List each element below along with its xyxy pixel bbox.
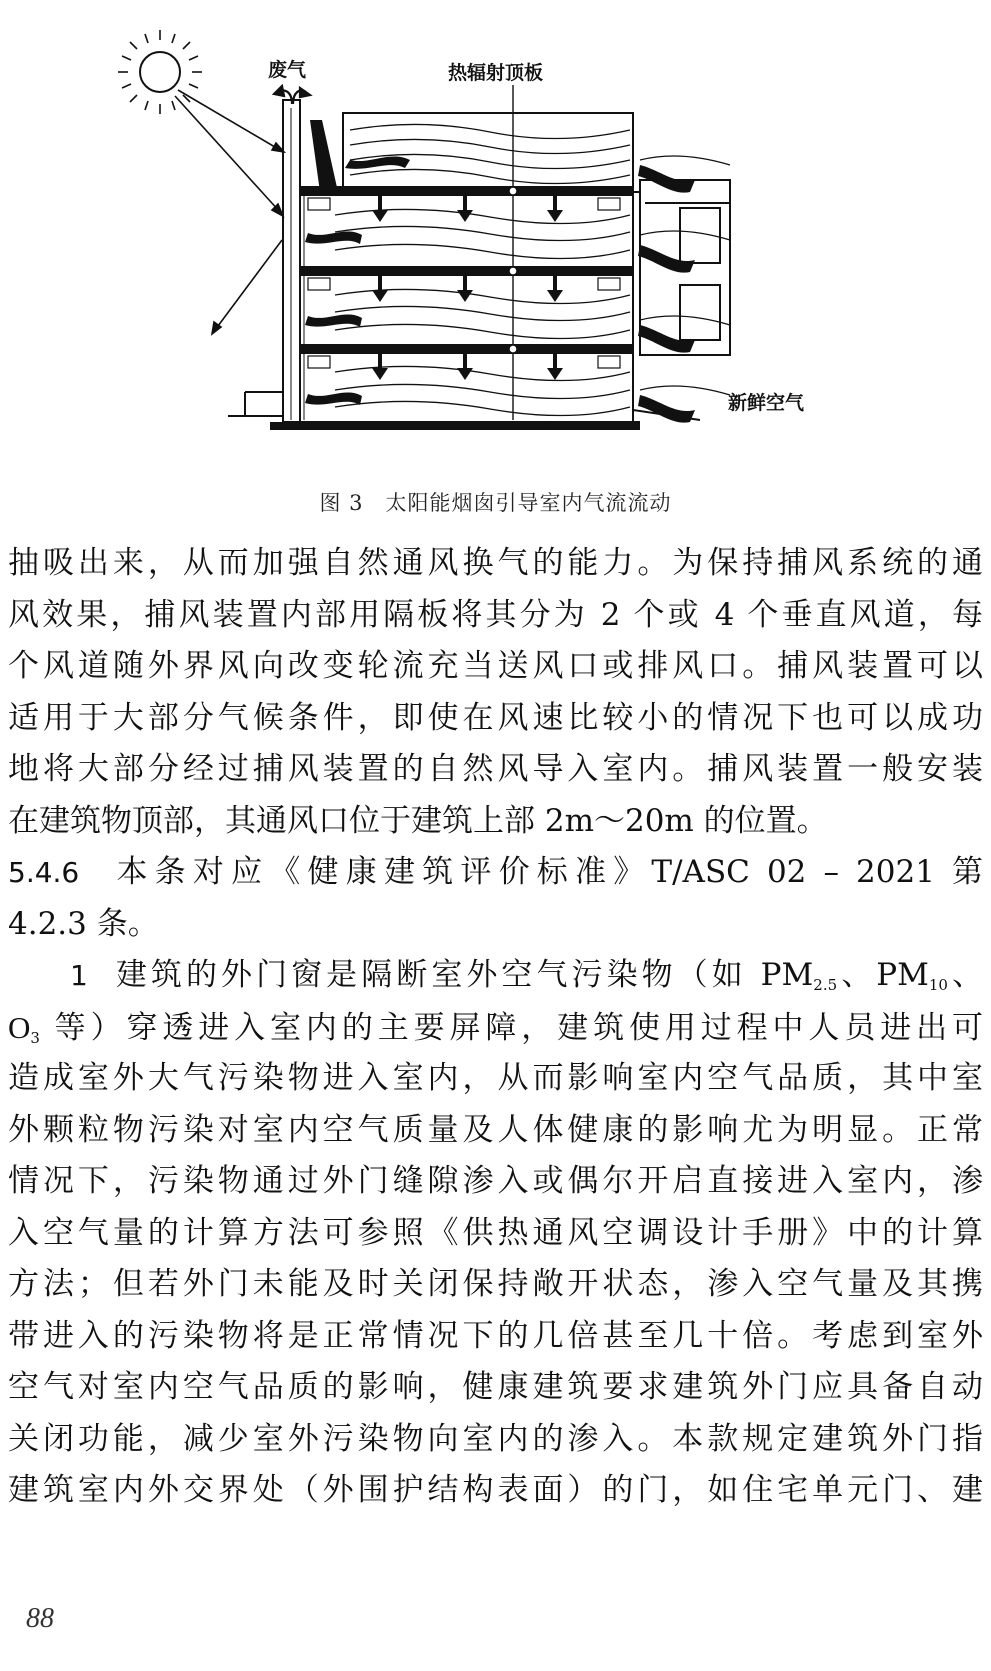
- label-fresh-air: 新鲜空气: [728, 392, 805, 414]
- text-line: 入空气量的计算方法可参照《供热通风空调设计手册》中的计算: [8, 1214, 983, 1251]
- sun-icon: [118, 30, 202, 114]
- section-heading: [8, 847, 983, 899]
- text-line: 建筑室内外交界处（外围护结构表面）的门，如住宅单元门、建: [8, 1472, 983, 1508]
- label-heat-radiant-roof: 热辐射顶板: [448, 62, 544, 84]
- label-exhaust: 废气: [268, 59, 307, 81]
- caption-title: 太阳能烟囱引导室内气流流动: [385, 491, 672, 515]
- text-line: 外颗粒物污染对室内空气质量及人体健康的影响尤为明显。正常: [8, 1111, 983, 1148]
- text-line: 抽吸出来，从而加强自然通风换气的能力。为保持捕风系统的通: [8, 545, 983, 581]
- figure-solar-chimney: [0, 0, 991, 470]
- text-line: 情况下，污染物通过外门缝隙渗入或偶尔开启直接进入室内，渗: [8, 1163, 983, 1199]
- item-number: 1: [70, 959, 88, 992]
- text-line: 风效果，捕风装置内部用隔板将其分为 2 个或 4 个垂直风道，每: [8, 596, 983, 633]
- page-number: 88: [26, 1603, 54, 1634]
- text-line: 在建筑物顶部，其通风口位于建筑上部 2m～20m 的位置。: [8, 802, 828, 839]
- text-line: 地将大部分经过捕风装置的自然风导入室内。捕风装置一般安装: [8, 751, 983, 787]
- section-line2: 4.2.3 条。: [8, 905, 159, 942]
- text-line: 带进入的污染物将是正常情况下的几倍甚至几十倍。考虑到室外: [8, 1317, 983, 1354]
- text-line: 关闭功能，减少室外污染物向室内的渗入。本款规定建筑外门指: [8, 1420, 983, 1457]
- section-line1: 本条对应《健康建筑评价标准》T/ASC 02 – 2021 第: [109, 854, 983, 890]
- text-line: 空气对室内空气品质的影响，健康建筑要求建筑外门应具备自动: [8, 1369, 983, 1405]
- text-line: 造成室外大气污染物进入室内，从而影响室内空气品质，其中室: [8, 1060, 983, 1096]
- text-line: 个风道随外界风向改变轮流充当送风口或排风口。捕风装置可以: [8, 648, 983, 684]
- figure-caption: [0, 487, 991, 517]
- text-line: 适用于大部分气候条件，即使在风速比较小的情况下也可以成功: [8, 699, 983, 736]
- section-number: 5.4.6: [8, 856, 80, 889]
- body-text: [8, 538, 983, 1517]
- item1-line2: $O_3$ 等）穿透进入室内的主要屏障，建筑使用过程中人员进出可: [8, 1009, 983, 1047]
- caption-number: 图 3: [319, 491, 364, 515]
- item1-line1: 1 建筑的外门窗是隔断室外空气污染物（如 $PM_{2.5}$、$PM_{10}$、: [70, 957, 983, 994]
- text-line: 方法；但若外门未能及时关闭保持敞开状态，渗入空气量及其携: [8, 1266, 983, 1302]
